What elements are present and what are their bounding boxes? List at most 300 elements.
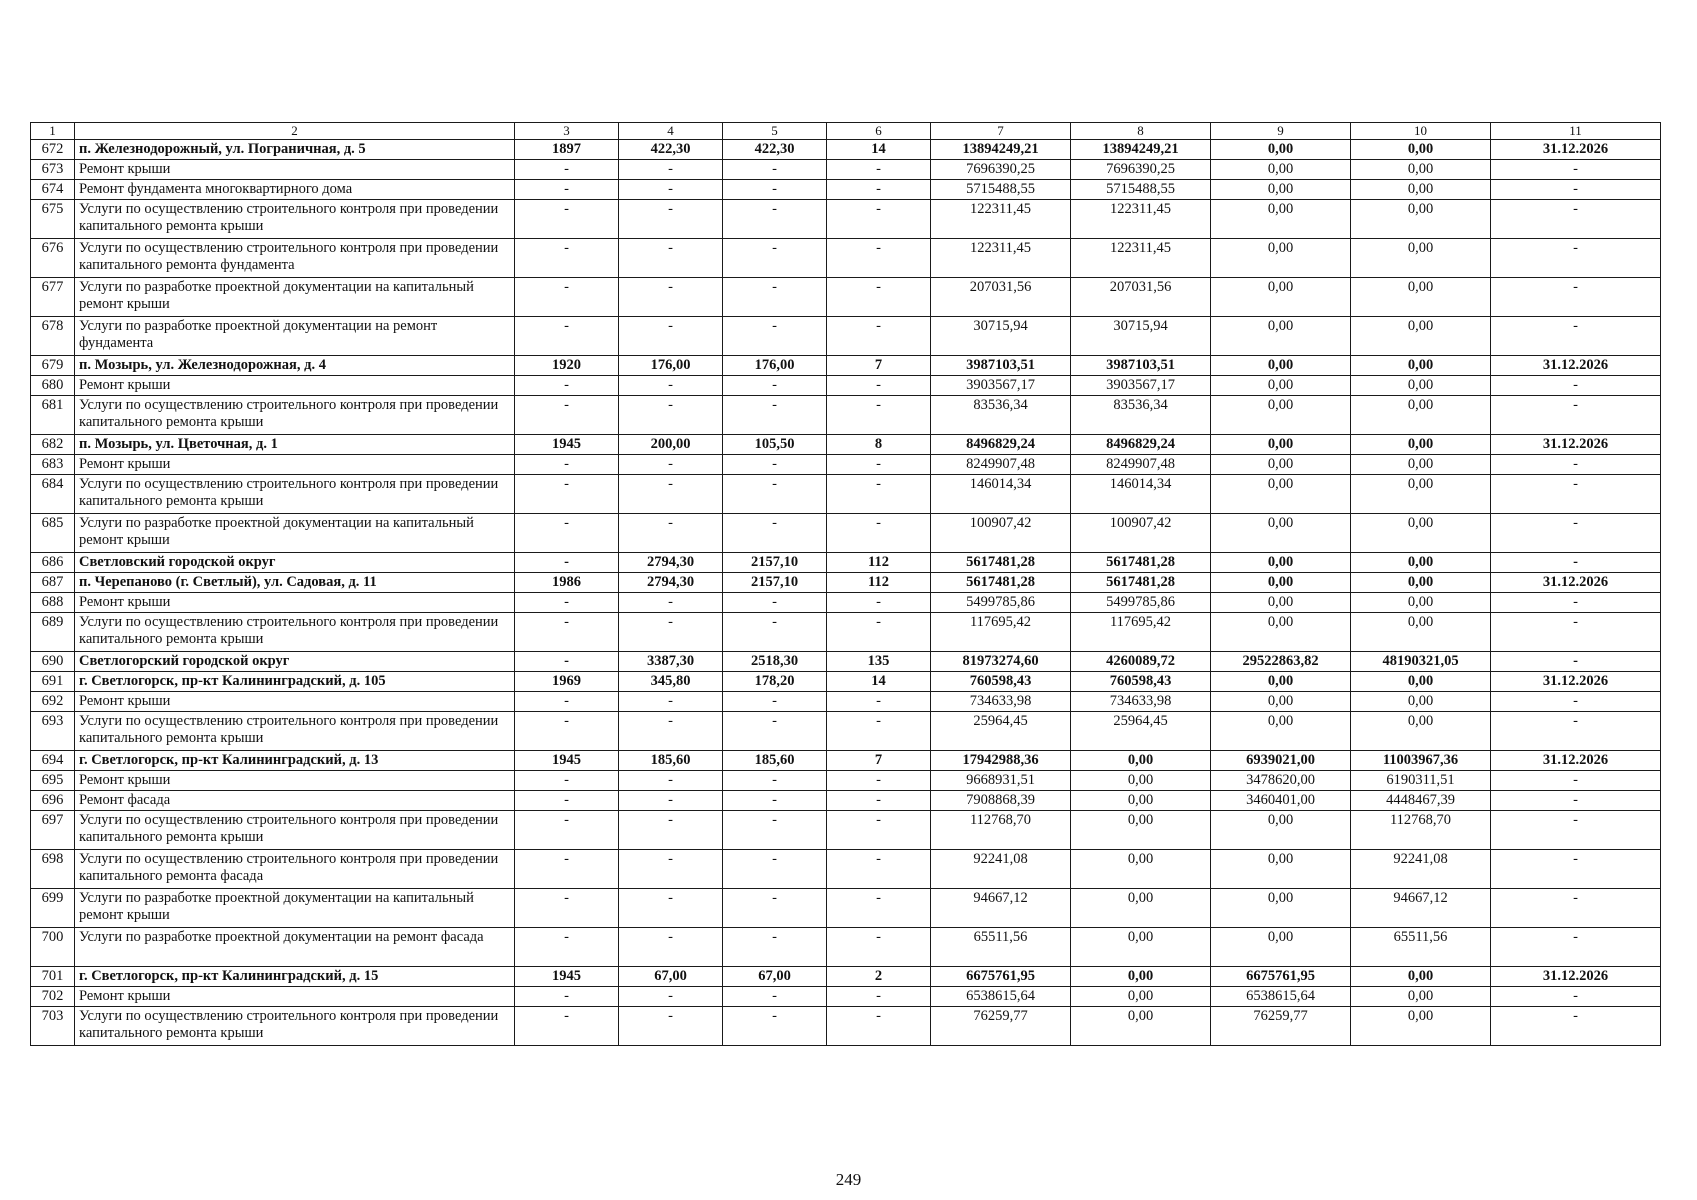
row-number-cell: 676: [31, 239, 75, 278]
living-area-cell: -: [723, 376, 827, 396]
other-cost-cell: 65511,56: [1351, 928, 1491, 967]
fund-cost-cell: 7696390,25: [1071, 160, 1211, 180]
total-cost-cell: 8496829,24: [931, 435, 1071, 455]
living-area-cell: -: [723, 850, 827, 889]
work-name-cell: Ремонт крыши: [75, 593, 515, 613]
living-area-cell: 2518,30: [723, 652, 827, 672]
total-cost-cell: 5499785,86: [931, 593, 1071, 613]
column-number-header: [31, 123, 1661, 140]
residents-cell: -: [827, 791, 931, 811]
table-row: [31, 435, 1661, 455]
year-cell: 1969: [515, 672, 619, 692]
residents-cell: -: [827, 514, 931, 553]
deadline-cell: -: [1491, 771, 1661, 791]
row-number-cell: 677: [31, 278, 75, 317]
other-cost-cell: 0,00: [1351, 672, 1491, 692]
year-cell: -: [515, 712, 619, 751]
work-name-cell: Услуги по осуществлению строительного контроля при проведении капитального ремонта фундамента: [75, 239, 515, 278]
row-number-cell: 684: [31, 475, 75, 514]
residents-cell: -: [827, 811, 931, 850]
work-name-cell: Услуги по осуществлению строительного контроля при проведении капитального ремонта крыши: [75, 613, 515, 652]
deadline-cell: -: [1491, 791, 1661, 811]
row-number-cell: 685: [31, 514, 75, 553]
table-row: [31, 553, 1661, 573]
residents-cell: -: [827, 613, 931, 652]
total-area-cell: 185,60: [619, 751, 723, 771]
living-area-cell: -: [723, 180, 827, 200]
other-cost-cell: 0,00: [1351, 356, 1491, 376]
table-row: [31, 514, 1661, 553]
residents-cell: -: [827, 771, 931, 791]
fund-cost-cell: 207031,56: [1071, 278, 1211, 317]
table-row: [31, 811, 1661, 850]
residents-cell: -: [827, 455, 931, 475]
fund-cost-cell: 117695,42: [1071, 613, 1211, 652]
other-cost-cell: 92241,08: [1351, 850, 1491, 889]
table-row: [31, 967, 1661, 987]
row-number-cell: 678: [31, 317, 75, 356]
residents-cell: 135: [827, 652, 931, 672]
living-area-cell: 422,30: [723, 140, 827, 160]
residents-cell: 7: [827, 751, 931, 771]
living-area-cell: -: [723, 160, 827, 180]
table-row: [31, 613, 1661, 652]
table-row: [31, 889, 1661, 928]
table-row: [31, 1007, 1661, 1046]
row-number-cell: 700: [31, 928, 75, 967]
deadline-cell: 31.12.2026: [1491, 967, 1661, 987]
residents-cell: -: [827, 928, 931, 967]
year-cell: -: [515, 160, 619, 180]
deadline-cell: -: [1491, 200, 1661, 239]
year-cell: -: [515, 376, 619, 396]
residents-cell: -: [827, 396, 931, 435]
living-area-cell: -: [723, 514, 827, 553]
other-cost-cell: 0,00: [1351, 475, 1491, 514]
deadline-cell: -: [1491, 889, 1661, 928]
fund-cost-cell: 0,00: [1071, 811, 1211, 850]
residents-cell: -: [827, 987, 931, 1007]
residents-cell: -: [827, 593, 931, 613]
residents-cell: -: [827, 692, 931, 712]
deadline-cell: -: [1491, 317, 1661, 356]
other-cost-cell: 0,00: [1351, 712, 1491, 751]
other-cost-cell: 0,00: [1351, 239, 1491, 278]
total-area-cell: -: [619, 239, 723, 278]
header-cell: 4: [619, 123, 723, 140]
living-area-cell: 105,50: [723, 435, 827, 455]
total-cost-cell: 5715488,55: [931, 180, 1071, 200]
residents-cell: -: [827, 376, 931, 396]
year-cell: -: [515, 1007, 619, 1046]
total-cost-cell: 30715,94: [931, 317, 1071, 356]
living-area-cell: -: [723, 455, 827, 475]
row-number-cell: 672: [31, 140, 75, 160]
other-cost-cell: 0,00: [1351, 200, 1491, 239]
row-number-cell: 675: [31, 200, 75, 239]
row-number-cell: 691: [31, 672, 75, 692]
work-name-cell: Услуги по осуществлению строительного контроля при проведении капитального ремонта крыши: [75, 475, 515, 514]
fund-cost-cell: 3903567,17: [1071, 376, 1211, 396]
other-cost-cell: 48190321,05: [1351, 652, 1491, 672]
budget-cost-cell: 0,00: [1211, 278, 1351, 317]
budget-cost-cell: 0,00: [1211, 455, 1351, 475]
work-name-cell: Ремонт крыши: [75, 987, 515, 1007]
header-cell: 2: [75, 123, 515, 140]
budget-cost-cell: 0,00: [1211, 376, 1351, 396]
other-cost-cell: 0,00: [1351, 967, 1491, 987]
year-cell: 1945: [515, 435, 619, 455]
header-cell: 1: [31, 123, 75, 140]
work-name-cell: Услуги по осуществлению строительного контроля при проведении капитального ремонта фасада: [75, 850, 515, 889]
row-number-cell: 687: [31, 573, 75, 593]
total-cost-cell: 760598,43: [931, 672, 1071, 692]
other-cost-cell: 0,00: [1351, 180, 1491, 200]
total-area-cell: -: [619, 200, 723, 239]
fund-cost-cell: 0,00: [1071, 791, 1211, 811]
living-area-cell: 178,20: [723, 672, 827, 692]
year-cell: 1920: [515, 356, 619, 376]
total-cost-cell: 25964,45: [931, 712, 1071, 751]
total-area-cell: -: [619, 987, 723, 1007]
total-area-cell: -: [619, 771, 723, 791]
total-cost-cell: 207031,56: [931, 278, 1071, 317]
deadline-cell: 31.12.2026: [1491, 435, 1661, 455]
budget-cost-cell: 0,00: [1211, 180, 1351, 200]
residents-cell: -: [827, 850, 931, 889]
total-area-cell: -: [619, 850, 723, 889]
row-number-cell: 698: [31, 850, 75, 889]
work-name-cell: Услуги по осуществлению строительного контроля при проведении капитального ремонта крыши: [75, 1007, 515, 1046]
total-cost-cell: 122311,45: [931, 200, 1071, 239]
living-area-cell: -: [723, 317, 827, 356]
total-cost-cell: 3903567,17: [931, 376, 1071, 396]
total-cost-cell: 3987103,51: [931, 356, 1071, 376]
residents-cell: 8: [827, 435, 931, 455]
row-number-cell: 682: [31, 435, 75, 455]
total-cost-cell: 9668931,51: [931, 771, 1071, 791]
residents-cell: 14: [827, 672, 931, 692]
deadline-cell: -: [1491, 396, 1661, 435]
other-cost-cell: 0,00: [1351, 553, 1491, 573]
fund-cost-cell: 122311,45: [1071, 239, 1211, 278]
total-area-cell: 176,00: [619, 356, 723, 376]
total-area-cell: -: [619, 514, 723, 553]
row-number-cell: 689: [31, 613, 75, 652]
fund-cost-cell: 0,00: [1071, 889, 1211, 928]
budget-cost-cell: 0,00: [1211, 356, 1351, 376]
living-area-cell: 185,60: [723, 751, 827, 771]
deadline-cell: -: [1491, 278, 1661, 317]
budget-cost-cell: 0,00: [1211, 396, 1351, 435]
total-area-cell: -: [619, 692, 723, 712]
row-number-cell: 683: [31, 455, 75, 475]
row-number-cell: 697: [31, 811, 75, 850]
row-number-cell: 673: [31, 160, 75, 180]
residents-cell: -: [827, 475, 931, 514]
work-name-cell: г. Светлогорск, пр-кт Калининградский, д. 13: [75, 751, 515, 771]
residents-cell: 112: [827, 573, 931, 593]
table-row: [31, 652, 1661, 672]
deadline-cell: -: [1491, 376, 1661, 396]
header-cell: 9: [1211, 123, 1351, 140]
table-row: [31, 593, 1661, 613]
total-cost-cell: 734633,98: [931, 692, 1071, 712]
fund-cost-cell: 5617481,28: [1071, 573, 1211, 593]
row-number-cell: 674: [31, 180, 75, 200]
budget-cost-cell: 0,00: [1211, 613, 1351, 652]
residents-cell: -: [827, 160, 931, 180]
deadline-cell: 31.12.2026: [1491, 672, 1661, 692]
total-area-cell: -: [619, 278, 723, 317]
other-cost-cell: 112768,70: [1351, 811, 1491, 850]
row-number-cell: 702: [31, 987, 75, 1007]
fund-cost-cell: 0,00: [1071, 771, 1211, 791]
row-number-cell: 696: [31, 791, 75, 811]
total-cost-cell: 100907,42: [931, 514, 1071, 553]
other-cost-cell: 0,00: [1351, 278, 1491, 317]
row-number-cell: 699: [31, 889, 75, 928]
budget-cost-cell: 0,00: [1211, 200, 1351, 239]
fund-cost-cell: 0,00: [1071, 751, 1211, 771]
fund-cost-cell: 83536,34: [1071, 396, 1211, 435]
living-area-cell: -: [723, 396, 827, 435]
table-body: [31, 123, 1661, 1046]
other-cost-cell: 0,00: [1351, 376, 1491, 396]
residents-cell: -: [827, 239, 931, 278]
row-number-cell: 695: [31, 771, 75, 791]
deadline-cell: -: [1491, 455, 1661, 475]
living-area-cell: -: [723, 771, 827, 791]
total-area-cell: -: [619, 791, 723, 811]
residents-cell: -: [827, 889, 931, 928]
year-cell: -: [515, 811, 619, 850]
work-name-cell: Светловский городской округ: [75, 553, 515, 573]
work-name-cell: п. Мозырь, ул. Железнодорожная, д. 4: [75, 356, 515, 376]
living-area-cell: 67,00: [723, 967, 827, 987]
deadline-cell: -: [1491, 1007, 1661, 1046]
deadline-cell: -: [1491, 180, 1661, 200]
total-area-cell: -: [619, 1007, 723, 1046]
year-cell: 1945: [515, 967, 619, 987]
residents-cell: -: [827, 317, 931, 356]
other-cost-cell: 11003967,36: [1351, 751, 1491, 771]
living-area-cell: -: [723, 791, 827, 811]
fund-cost-cell: 30715,94: [1071, 317, 1211, 356]
budget-cost-cell: 76259,77: [1211, 1007, 1351, 1046]
year-cell: -: [515, 987, 619, 1007]
deadline-cell: 31.12.2026: [1491, 751, 1661, 771]
residents-cell: -: [827, 200, 931, 239]
living-area-cell: 2157,10: [723, 553, 827, 573]
table-row: [31, 278, 1661, 317]
other-cost-cell: 0,00: [1351, 593, 1491, 613]
work-name-cell: г. Светлогорск, пр-кт Калининградский, д. 105: [75, 672, 515, 692]
table-row: [31, 475, 1661, 514]
other-cost-cell: 6190311,51: [1351, 771, 1491, 791]
other-cost-cell: 0,00: [1351, 455, 1491, 475]
work-name-cell: Услуги по разработке проектной документации на капитальный ремонт крыши: [75, 889, 515, 928]
other-cost-cell: 0,00: [1351, 1007, 1491, 1046]
total-area-cell: -: [619, 455, 723, 475]
fund-cost-cell: 5715488,55: [1071, 180, 1211, 200]
living-area-cell: -: [723, 593, 827, 613]
header-cell: 3: [515, 123, 619, 140]
total-cost-cell: 92241,08: [931, 850, 1071, 889]
total-area-cell: -: [619, 928, 723, 967]
total-area-cell: -: [619, 811, 723, 850]
row-number-cell: 693: [31, 712, 75, 751]
total-area-cell: 3387,30: [619, 652, 723, 672]
total-area-cell: -: [619, 160, 723, 180]
budget-cost-cell: 0,00: [1211, 140, 1351, 160]
year-cell: -: [515, 200, 619, 239]
living-area-cell: 176,00: [723, 356, 827, 376]
deadline-cell: -: [1491, 652, 1661, 672]
row-number-cell: 686: [31, 553, 75, 573]
budget-cost-cell: 0,00: [1211, 475, 1351, 514]
fund-cost-cell: 5499785,86: [1071, 593, 1211, 613]
total-area-cell: -: [619, 376, 723, 396]
residents-cell: 14: [827, 140, 931, 160]
work-name-cell: Ремонт крыши: [75, 160, 515, 180]
total-area-cell: -: [619, 180, 723, 200]
total-cost-cell: 13894249,21: [931, 140, 1071, 160]
table-row: [31, 791, 1661, 811]
living-area-cell: -: [723, 987, 827, 1007]
year-cell: 1897: [515, 140, 619, 160]
budget-cost-cell: 29522863,82: [1211, 652, 1351, 672]
other-cost-cell: 0,00: [1351, 396, 1491, 435]
living-area-cell: -: [723, 928, 827, 967]
other-cost-cell: 0,00: [1351, 573, 1491, 593]
budget-cost-cell: 0,00: [1211, 672, 1351, 692]
budget-cost-cell: 0,00: [1211, 317, 1351, 356]
year-cell: -: [515, 850, 619, 889]
document-page: [30, 122, 1660, 1046]
row-number-cell: 694: [31, 751, 75, 771]
work-name-cell: Ремонт крыши: [75, 376, 515, 396]
residents-cell: -: [827, 712, 931, 751]
table-row: [31, 455, 1661, 475]
deadline-cell: -: [1491, 593, 1661, 613]
budget-cost-cell: 3478620,00: [1211, 771, 1351, 791]
fund-cost-cell: 8496829,24: [1071, 435, 1211, 455]
year-cell: -: [515, 180, 619, 200]
fund-cost-cell: 13894249,21: [1071, 140, 1211, 160]
total-cost-cell: 17942988,36: [931, 751, 1071, 771]
total-cost-cell: 122311,45: [931, 239, 1071, 278]
work-name-cell: Услуги по разработке проектной документации на капитальный ремонт крыши: [75, 514, 515, 553]
deadline-cell: 31.12.2026: [1491, 573, 1661, 593]
fund-cost-cell: 0,00: [1071, 987, 1211, 1007]
year-cell: 1945: [515, 751, 619, 771]
fund-cost-cell: 25964,45: [1071, 712, 1211, 751]
living-area-cell: 2157,10: [723, 573, 827, 593]
deadline-cell: -: [1491, 850, 1661, 889]
total-area-cell: 2794,30: [619, 573, 723, 593]
table-row: [31, 317, 1661, 356]
work-name-cell: Услуги по разработке проектной документации на ремонт фасада: [75, 928, 515, 967]
total-cost-cell: 5617481,28: [931, 553, 1071, 573]
deadline-cell: -: [1491, 514, 1661, 553]
row-number-cell: 681: [31, 396, 75, 435]
deadline-cell: -: [1491, 475, 1661, 514]
year-cell: -: [515, 514, 619, 553]
fund-cost-cell: 122311,45: [1071, 200, 1211, 239]
other-cost-cell: 4448467,39: [1351, 791, 1491, 811]
budget-cost-cell: 0,00: [1211, 850, 1351, 889]
other-cost-cell: 0,00: [1351, 514, 1491, 553]
row-number-cell: 703: [31, 1007, 75, 1046]
living-area-cell: -: [723, 889, 827, 928]
living-area-cell: -: [723, 692, 827, 712]
year-cell: -: [515, 317, 619, 356]
table-row: [31, 200, 1661, 239]
fund-cost-cell: 734633,98: [1071, 692, 1211, 712]
header-cell: 10: [1351, 123, 1491, 140]
other-cost-cell: 0,00: [1351, 160, 1491, 180]
table-row: [31, 180, 1661, 200]
budget-cost-cell: 0,00: [1211, 712, 1351, 751]
total-cost-cell: 146014,34: [931, 475, 1071, 514]
fund-cost-cell: 0,00: [1071, 850, 1211, 889]
year-cell: -: [515, 593, 619, 613]
work-name-cell: Светлогорский городской округ: [75, 652, 515, 672]
fund-cost-cell: 146014,34: [1071, 475, 1211, 514]
row-number-cell: 680: [31, 376, 75, 396]
deadline-cell: -: [1491, 160, 1661, 180]
fund-cost-cell: 0,00: [1071, 1007, 1211, 1046]
work-name-cell: п. Мозырь, ул. Цветочная, д. 1: [75, 435, 515, 455]
total-area-cell: 200,00: [619, 435, 723, 455]
total-area-cell: -: [619, 593, 723, 613]
total-cost-cell: 117695,42: [931, 613, 1071, 652]
capital-repair-table: [30, 122, 1661, 1046]
total-area-cell: -: [619, 889, 723, 928]
deadline-cell: -: [1491, 239, 1661, 278]
table-row: [31, 850, 1661, 889]
table-row: [31, 140, 1661, 160]
total-cost-cell: 5617481,28: [931, 573, 1071, 593]
living-area-cell: -: [723, 613, 827, 652]
total-area-cell: 67,00: [619, 967, 723, 987]
total-cost-cell: 65511,56: [931, 928, 1071, 967]
fund-cost-cell: 4260089,72: [1071, 652, 1211, 672]
table-row: [31, 712, 1661, 751]
other-cost-cell: 0,00: [1351, 435, 1491, 455]
deadline-cell: -: [1491, 613, 1661, 652]
budget-cost-cell: 0,00: [1211, 692, 1351, 712]
other-cost-cell: 0,00: [1351, 317, 1491, 356]
deadline-cell: -: [1491, 987, 1661, 1007]
fund-cost-cell: 100907,42: [1071, 514, 1211, 553]
living-area-cell: -: [723, 475, 827, 514]
work-name-cell: Ремонт крыши: [75, 455, 515, 475]
row-number-cell: 701: [31, 967, 75, 987]
year-cell: -: [515, 889, 619, 928]
year-cell: -: [515, 239, 619, 278]
living-area-cell: -: [723, 239, 827, 278]
work-name-cell: Услуги по разработке проектной документации на капитальный ремонт крыши: [75, 278, 515, 317]
work-name-cell: Услуги по осуществлению строительного контроля при проведении капитального ремонта крыши: [75, 200, 515, 239]
living-area-cell: -: [723, 712, 827, 751]
deadline-cell: -: [1491, 692, 1661, 712]
other-cost-cell: 0,00: [1351, 987, 1491, 1007]
budget-cost-cell: 6675761,95: [1211, 967, 1351, 987]
budget-cost-cell: 0,00: [1211, 889, 1351, 928]
year-cell: -: [515, 791, 619, 811]
